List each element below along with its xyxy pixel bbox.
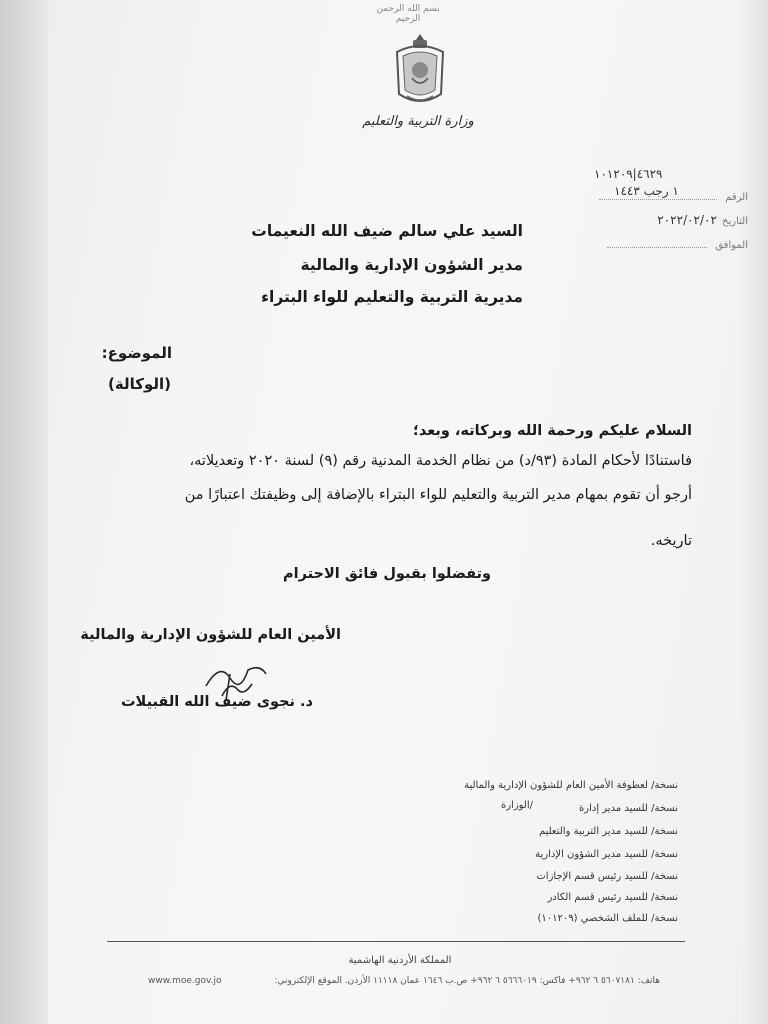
footer-contact: هاتف: ٥٦٠٧١٨١ ٦ ٩٦٢+ فاكس: ٥٦٦٦٠١٩ ٦ ٩٦٢+ ص.ب ١٦٤٦ عمان ١١١١٨ الأردن. الموقع الإلكتروني: [274,976,660,986]
corresponds-row [592,233,748,252]
page-shadow-left [0,0,48,1024]
hijri-date-value: ١ رجب ١٤٤٣ [614,184,679,198]
page-shadow-right [738,0,768,1024]
copy-line-suffix: /الوزارة [500,800,533,811]
addressee-name: السيد علي سالم ضيف الله النعيمات [251,222,523,240]
date-row [592,209,748,228]
copy-line: نسخة/ للسيد رئيس قسم الإجازات [536,871,678,882]
date-value: ٢٠٢٢/٠٢/٠٢ [657,213,717,227]
corresponds-label: الموافق [715,240,748,251]
copy-line: نسخة/ للسيد رئيس قسم الكادر [547,892,678,903]
closing-phrase: وتفضلوا بقبول فائق الاحترام [283,566,491,582]
dotted-line [599,199,717,200]
copy-line: نسخة/ للسيد مدير التربية والتعليم [538,826,678,837]
subject-value: (الوكالة) [108,375,171,393]
reference-number-value: ٤٦٢٩|١٠١٢٠٩ [594,167,663,181]
reference-number-label: الرقم [725,192,748,203]
addressee-position: مدير الشؤون الإدارية والمالية [300,256,523,274]
footer-website: www.moe.gov.jo [148,976,222,986]
jordan-crest-icon [389,30,451,110]
copy-line: نسخة/ لعطوفة الأمين العام للشؤون الإدارية والمالية [464,780,678,791]
body-line-3: تاريخه. [650,533,692,549]
subject-label: الموضوع: [101,344,172,362]
ministry-name: وزارة التربية والتعليم [362,114,474,129]
body-line-2: أرجو أن تقوم بمهام مدير التربية والتعليم للواء البتراء بالإضافة إلى وظيفتك اعتبارًا من [184,487,692,503]
footer-divider [107,941,685,942]
dotted-line [607,247,707,248]
copy-line: نسخة/ للملف الشخصي (١٠١٢٠٩) [537,913,678,924]
basmala-header: بسم الله الرحمن الرحيم [376,4,440,24]
copy-line: نسخة/ للسيد مدير إدارة [579,803,678,814]
signatory-title: الأمين العام للشؤون الإدارية والمالية [80,627,341,643]
copy-line: نسخة/ للسيد مدير الشؤون الإدارية [535,849,678,860]
addressee-directorate: مديرية التربية والتعليم للواء البتراء [261,288,523,306]
body-line-1: فاستنادًا لأحكام المادة (٩٣/د) من نظام الخدمة المدنية رقم (٩) لسنة ٢٠٢٠ وتعديلاته، [189,453,692,469]
signatory-name: د. نجوى ضيف الله القبيلات [120,694,313,710]
date-label: التاريخ [722,216,748,227]
greeting: السلام عليكم ورحمة الله وبركاته، وبعد؛ [413,423,692,439]
footer-kingdom: المملكة الأردنية الهاشمية [348,955,452,966]
